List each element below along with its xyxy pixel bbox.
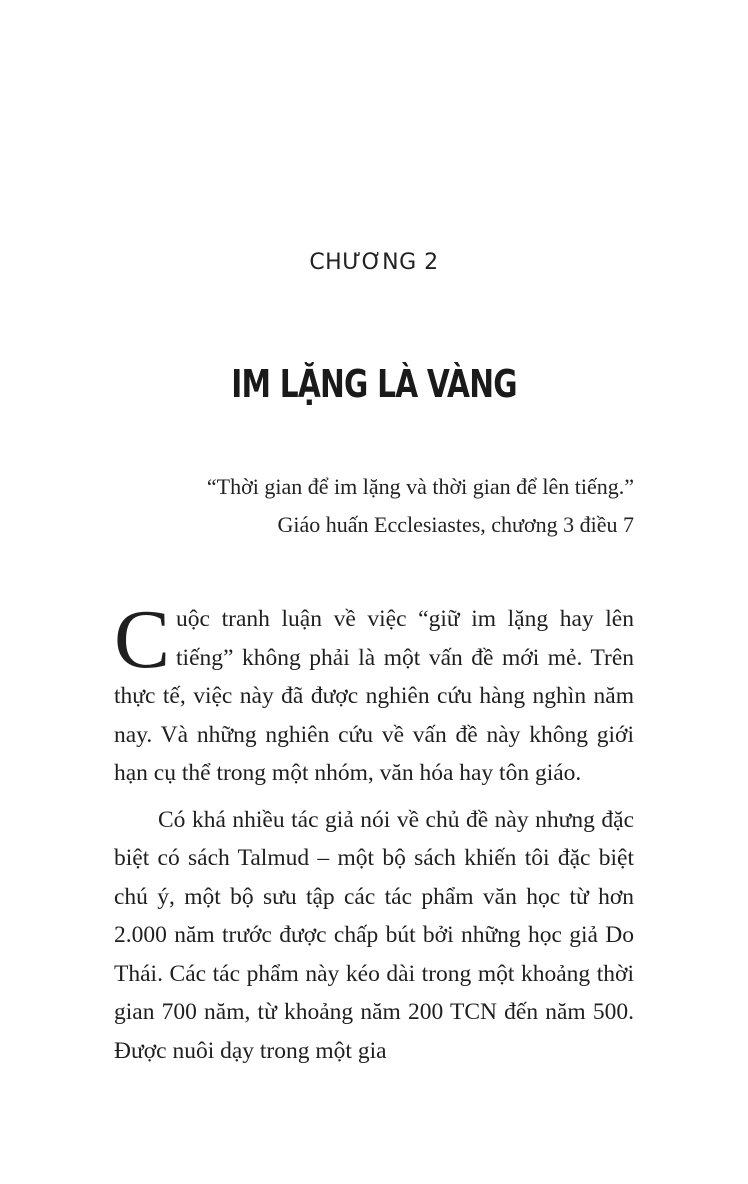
paragraph-1 <box>114 593 634 793</box>
epigraph <box>74 468 634 544</box>
epigraph-quote: “Thời gian để im lặng và thời gian để lên tiếng.” <box>206 474 634 499</box>
drop-cap: C <box>114 593 171 686</box>
body-text <box>114 593 634 1078</box>
paragraph-2: Có khá nhiều tác giả nói về chủ đề này nhưng đặc biệt có sách Talmud – một bộ sách khiến tôi đặc biệt chú ý, một bộ sưu tập các tác phẩm văn học từ hơn 2.000 năm trước được chấp bút bởi những học giả Do Thái. Các tác phẩm này kéo dài trong một khoảng thời gian 700 năm, từ khoảng năm 200 TCN đến năm 500. Được nuôi dạy trong một gia <box>114 806 634 1064</box>
chapter-title: IM LẶNG LÀ VÀNG <box>231 362 517 406</box>
paragraph-1-text: uộc tranh luận về việc “giữ im lặng hay lên tiếng” không phải là một vấn đề mới mẻ. Trên thực tế, việc này đã được nghiên cứu hàng nghìn năm nay. Và những nghiên cứu về vấn đề này không giới hạn cụ thể trong một nhóm, văn hóa hay tôn giáo. <box>114 606 634 786</box>
chapter-number: CHƯƠNG 2 <box>309 250 439 275</box>
epigraph-source: Giáo huấn Ecclesiastes, chương 3 điều 7 <box>277 512 634 537</box>
